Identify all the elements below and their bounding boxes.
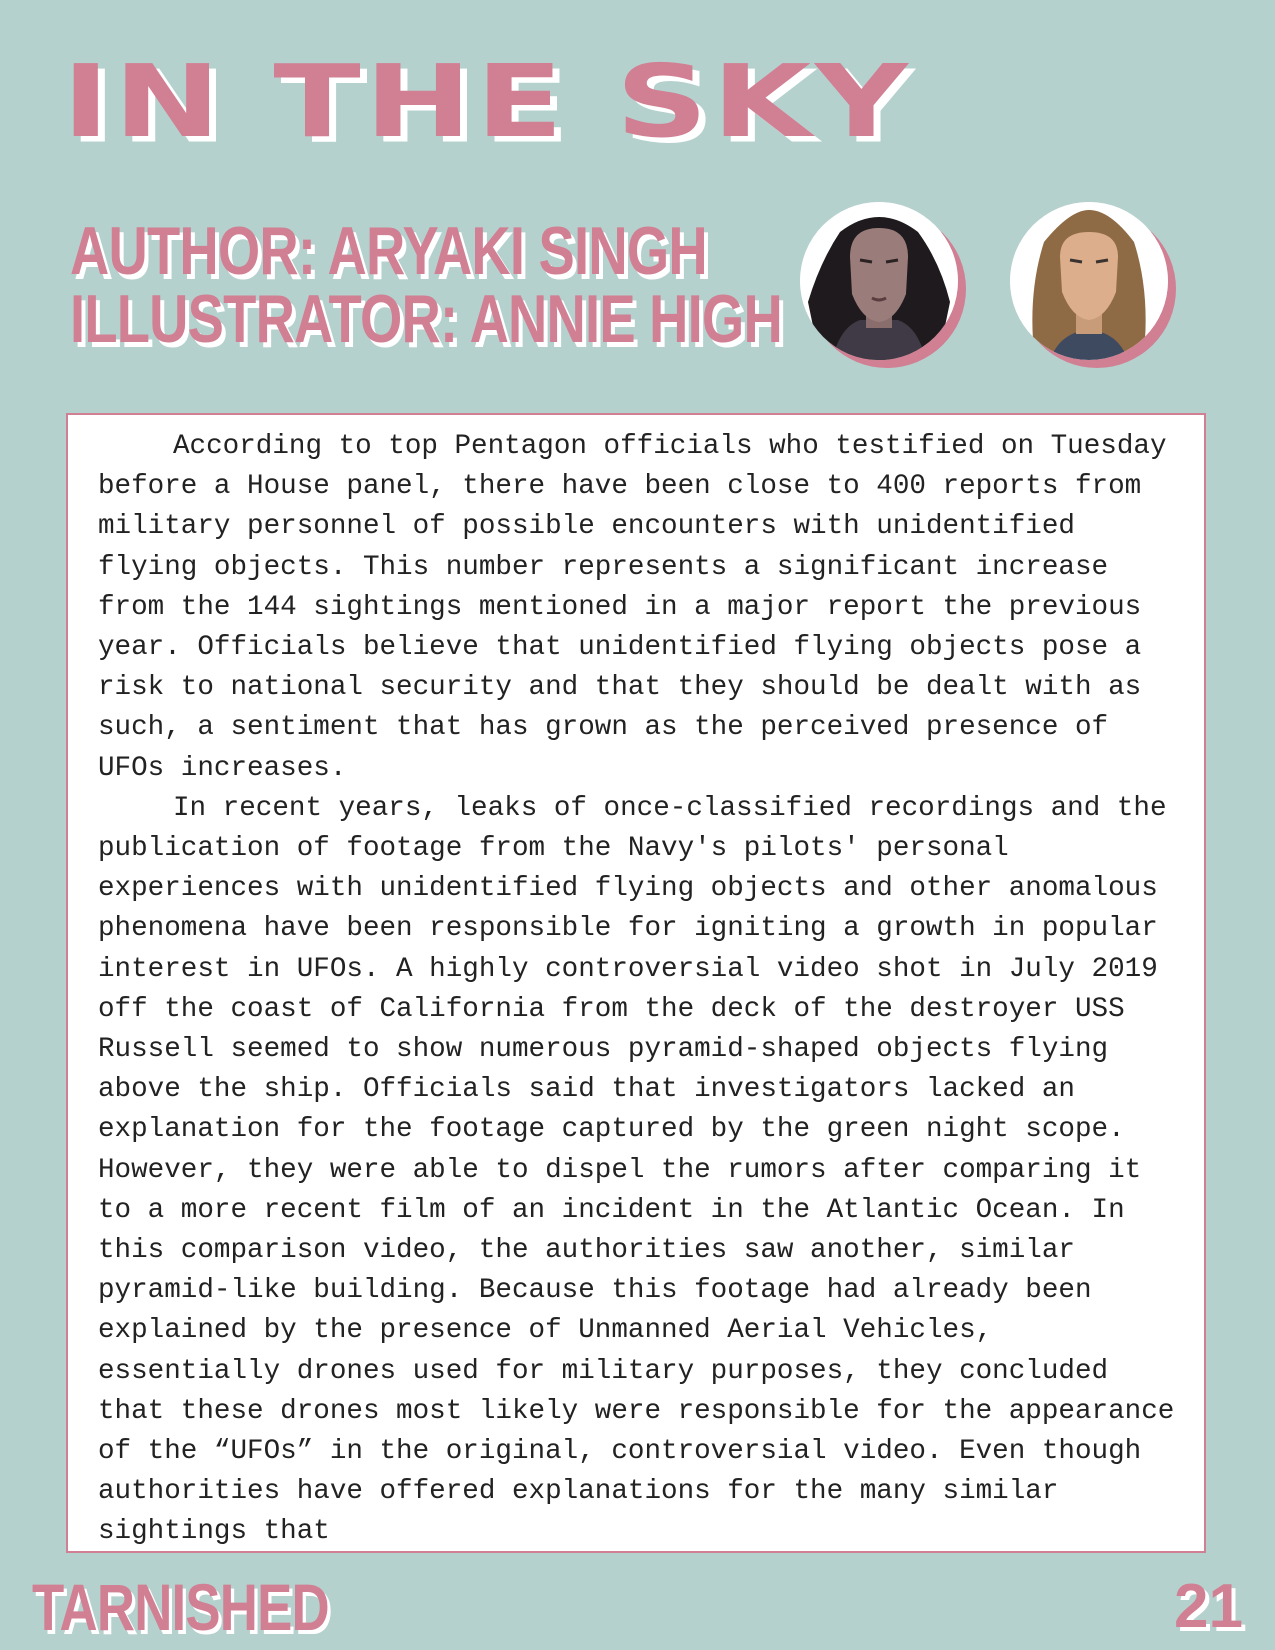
illustrator-portrait-illustration [1010,202,1168,360]
illustrator-credit: ILLUSTRATOR: ANNIE HIGH [70,281,782,357]
author-avatar [800,202,958,360]
article-paragraph: In recent years, leaks of once-classified recordings and the publication of footage from the Navy's pilots' personal experiences with unidentified flying objects and other anomalous phenomena have been responsible for igniting a growth in popular interest in UFOs. A highly controversial video shot in July 2019 off the coast of California from the deck of the destroyer USS Russell seemed to show numerous pyramid-shaped objects flying above the ship. Officials said that investigators lacked an explanation for the footage captured by the green night scope. However, they were able to dispel the rumors after comparing it to a more recent film of an incident in the Atlantic Ocean. In this comparison video, the authorities saw another, similar pyramid-like building. Because this footage had already been explained by the presence of Unmanned Aerial Vehicles, essentially drones used for military purposes, they concluded that these drones most likely were responsible for the appearance of the “UFOs” in the original, controversial video. Even though authorities have offered explanations for the many similar sightings that [98,792,1175,1548]
author-credit: AUTHOR: ARYAKI SINGH [70,213,707,289]
article-body [66,413,1206,1553]
illustrator-avatar [1010,202,1168,360]
page-number: 21 [1174,1572,1243,1641]
author-portrait-illustration [800,202,958,360]
article-text [98,427,1188,1553]
page-title: IN THE SKY [62,44,912,161]
article-paragraph: According to top Pentagon officials who testified on Tuesday before a House panel, there have been close to 400 reports from military personnel of possible encounters with unidentified flying objects. This number represents a significant increase from the 144 sightings mentioned in a major report the previous year. Officials believe that unidentified flying objects pose a risk to national security and that they should be dealt with as such, a sentiment that has grown as the perceived presence of UFOs increases. [98,431,1167,784]
magazine-name: TARNISHED [32,1570,329,1644]
